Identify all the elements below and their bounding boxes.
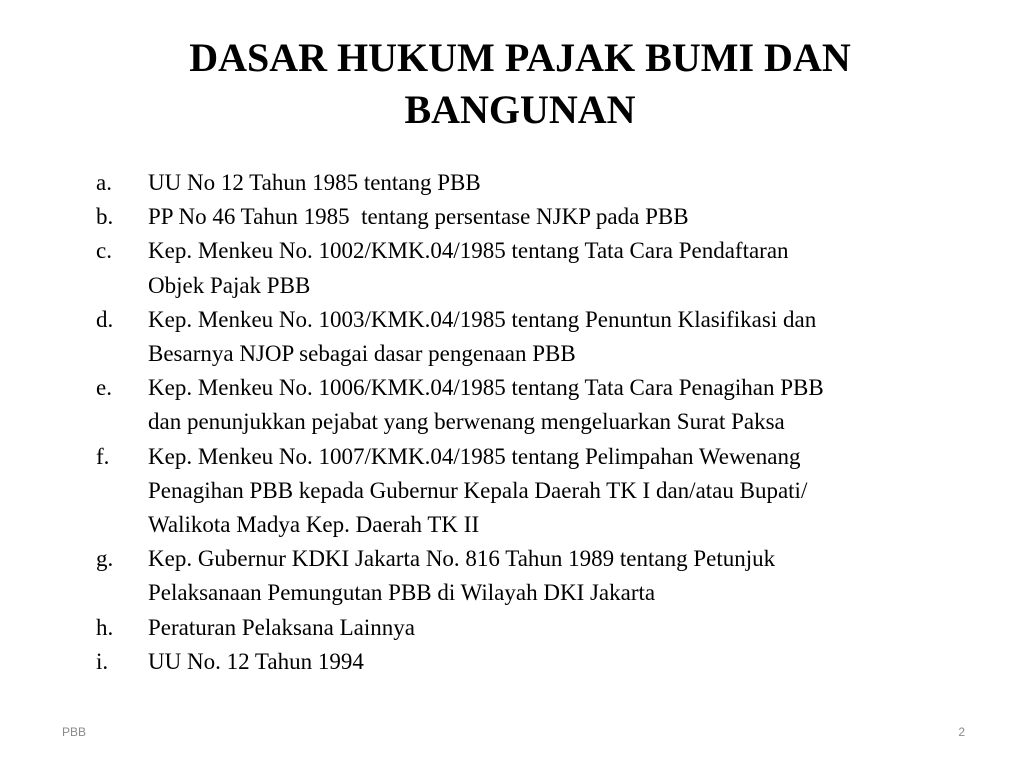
list-marker: a. [96,170,112,195]
list-item-line: Kep. Menkeu No. 1002/KMK.04/1985 tentang Tata Cara Pendaftaran [148,238,789,264]
list-item [96,303,996,371]
list-item-line: Pelaksanaan Pemungutan PBB di Wilayah DKI Jakarta [148,580,656,606]
footer-label: PBB [62,725,87,739]
list-item [96,440,996,543]
slide-title-line-2: BANGUNAN [404,87,636,132]
list-item-line: UU No 12 Tahun 1985 tentang PBB [148,170,481,195]
list-item-text [148,611,996,645]
list-item-line: Kep. Menkeu No. 1003/KMK.04/1985 tentang Penuntun Klasifikasi dan [148,306,817,332]
list-marker: d. [96,306,114,332]
list-marker: h. [96,614,114,640]
list-item [96,542,996,610]
list-item-line: Kep. Menkeu No. 1006/KMK.04/1985 tentang Tata Cara Penagihan PBB [148,375,824,401]
list-item-line: Kep. Gubernur KDKI Jakarta No. 816 Tahun 1989 tentang Petunjuk [148,546,776,572]
list-marker: b. [96,204,114,230]
list-item [96,234,996,302]
list-item-text [148,440,996,543]
list-item [96,611,996,645]
list-item-text [148,234,996,302]
list-item-text [148,645,996,679]
list-item-text [148,200,996,234]
list-marker: e. [96,375,112,401]
list-item-line: dan penunjukkan pejabat yang berwenang mengeluarkan Surat Paksa [148,409,785,435]
slide-title [140,32,900,136]
list-item-line: Walikota Madya Kep. Daerah TK II [148,512,480,538]
page-number: 2 [958,725,965,739]
list-item-text [148,542,996,610]
list-item-line: Objek Pajak PBB [148,272,311,298]
list-item-text [148,371,996,439]
list-item [96,166,996,200]
list-item-line: PP No 46 Tahun 1985 tentang persentase NJKP pada PBB [148,204,689,230]
list-marker: g. [96,546,114,572]
list-item [96,200,996,234]
slide-title-line-1: DASAR HUKUM PAJAK BUMI DAN [189,35,851,80]
list-item [96,645,996,679]
legal-basis-list [96,166,996,679]
list-item [96,371,996,439]
list-item-line: Besarnya NJOP sebagai dasar pengenaan PBB [148,341,576,367]
list-marker: c. [96,238,112,264]
list-marker: i. [96,648,109,674]
list-marker: f. [96,443,110,469]
list-item-line: UU No. 12 Tahun 1994 [148,648,364,674]
list-item-text [148,166,996,200]
list-item-line: Penagihan PBB kepada Gubernur Kepala Daerah TK I dan/atau Bupati/ [148,477,808,503]
list-item-text [148,303,996,371]
list-item-line: Peraturan Pelaksana Lainnya [148,614,415,640]
list-item-line: Kep. Menkeu No. 1007/KMK.04/1985 tentang Pelimpahan Wewenang [148,443,801,469]
